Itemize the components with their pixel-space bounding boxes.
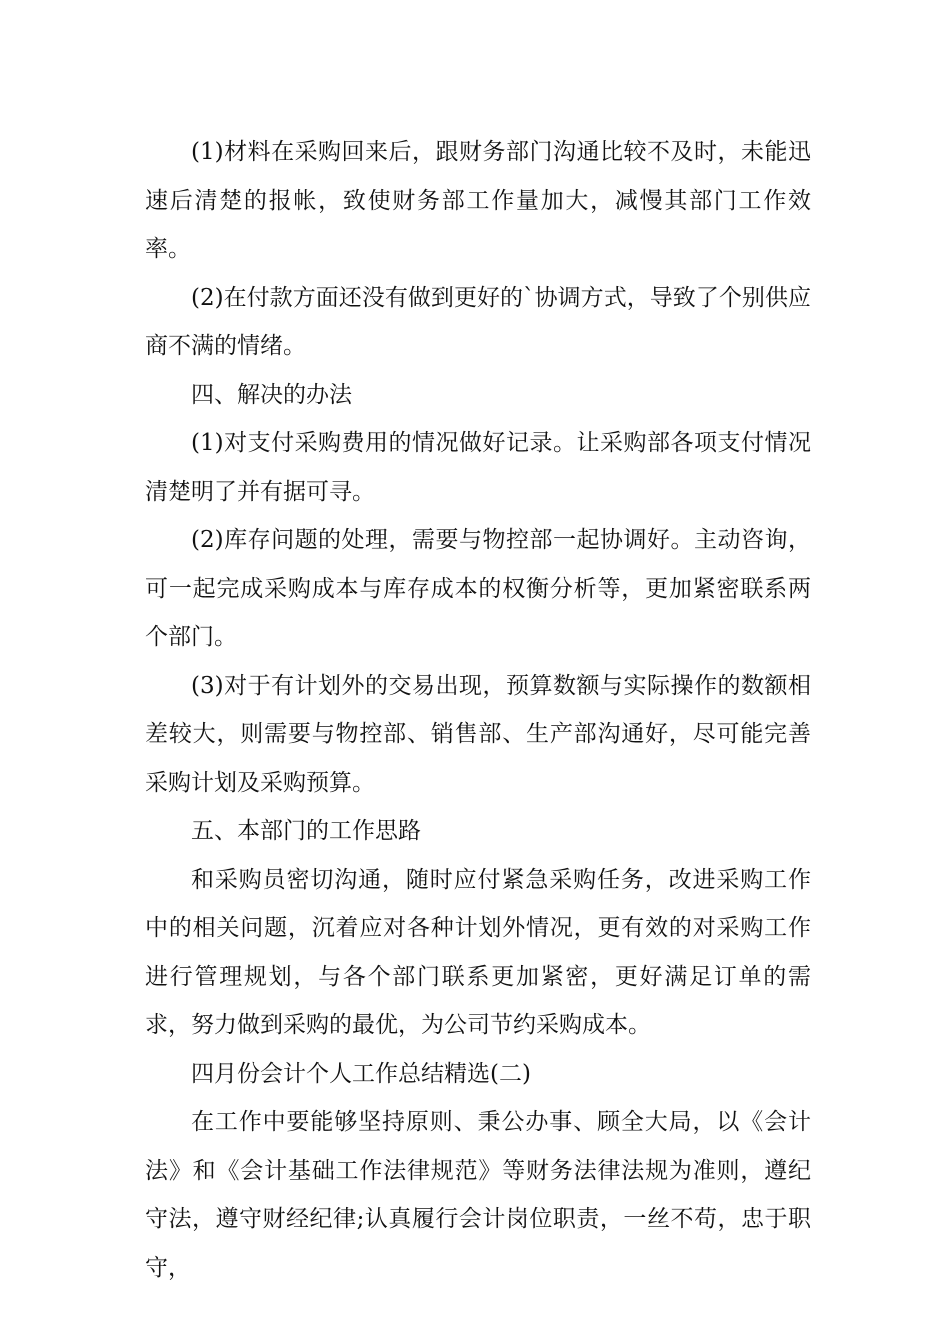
paragraph-issue-2: (2)在付款方面还没有做到更好的`协调方式，导致了个别供应商不满的情绪。 [145, 284, 811, 359]
paragraph-solution-3: (3)对于有计划外的交易出现，预算数额与实际操作的数额相差较大，则需要与物控部、销售部、生产部沟通好，尽可能完善采购计划及采购预算。 [145, 672, 811, 796]
paragraph-issue-1: (1)材料在采购回来后，跟财务部门沟通比较不及时，未能迅速后清楚的报帐，致使财务部工作量加大，减慢其部门工作效率。 [145, 139, 811, 262]
paragraph-solution-2: (2)库存问题的处理，需要与物控部一起协调好。主动咨询，可一起完成采购成本与库存成本的权衡分析等，更加紧密联系两个部门。 [145, 527, 811, 650]
paragraph-solution-1: (1)对支付采购费用的情况做好记录。让采购部各项支付情况清楚明了并有据可寻。 [145, 430, 811, 505]
section-heading-solutions: 四、解决的办法 [191, 381, 352, 408]
paragraph-summary-two: 在工作中要能够坚持原则、秉公办事、顾全大局，以《会计法》和《会计基础工作法律规范》等财务法律法规为准则，遵纪守法，遵守财经纪律;认真履行会计岗位职责，一丝不苟，忠于职守， [145, 1109, 811, 1281]
section-heading-work-plan: 五、本部门的工作思路 [191, 818, 421, 844]
document-body [145, 128, 811, 1292]
section-heading-summary-two: 四月份会计个人工作总结精选(二) [191, 1060, 531, 1087]
paragraph-work-plan: 和采购员密切沟通，随时应付紧急采购任务，改进采购工作中的相关问题，沉着应对各种计划外情况，更有效的对采购工作进行管理规划，与各个部门联系更加紧密，更好满足订单的需求，努力做到采购的最优，为公司节约采购成本。 [145, 866, 811, 1038]
